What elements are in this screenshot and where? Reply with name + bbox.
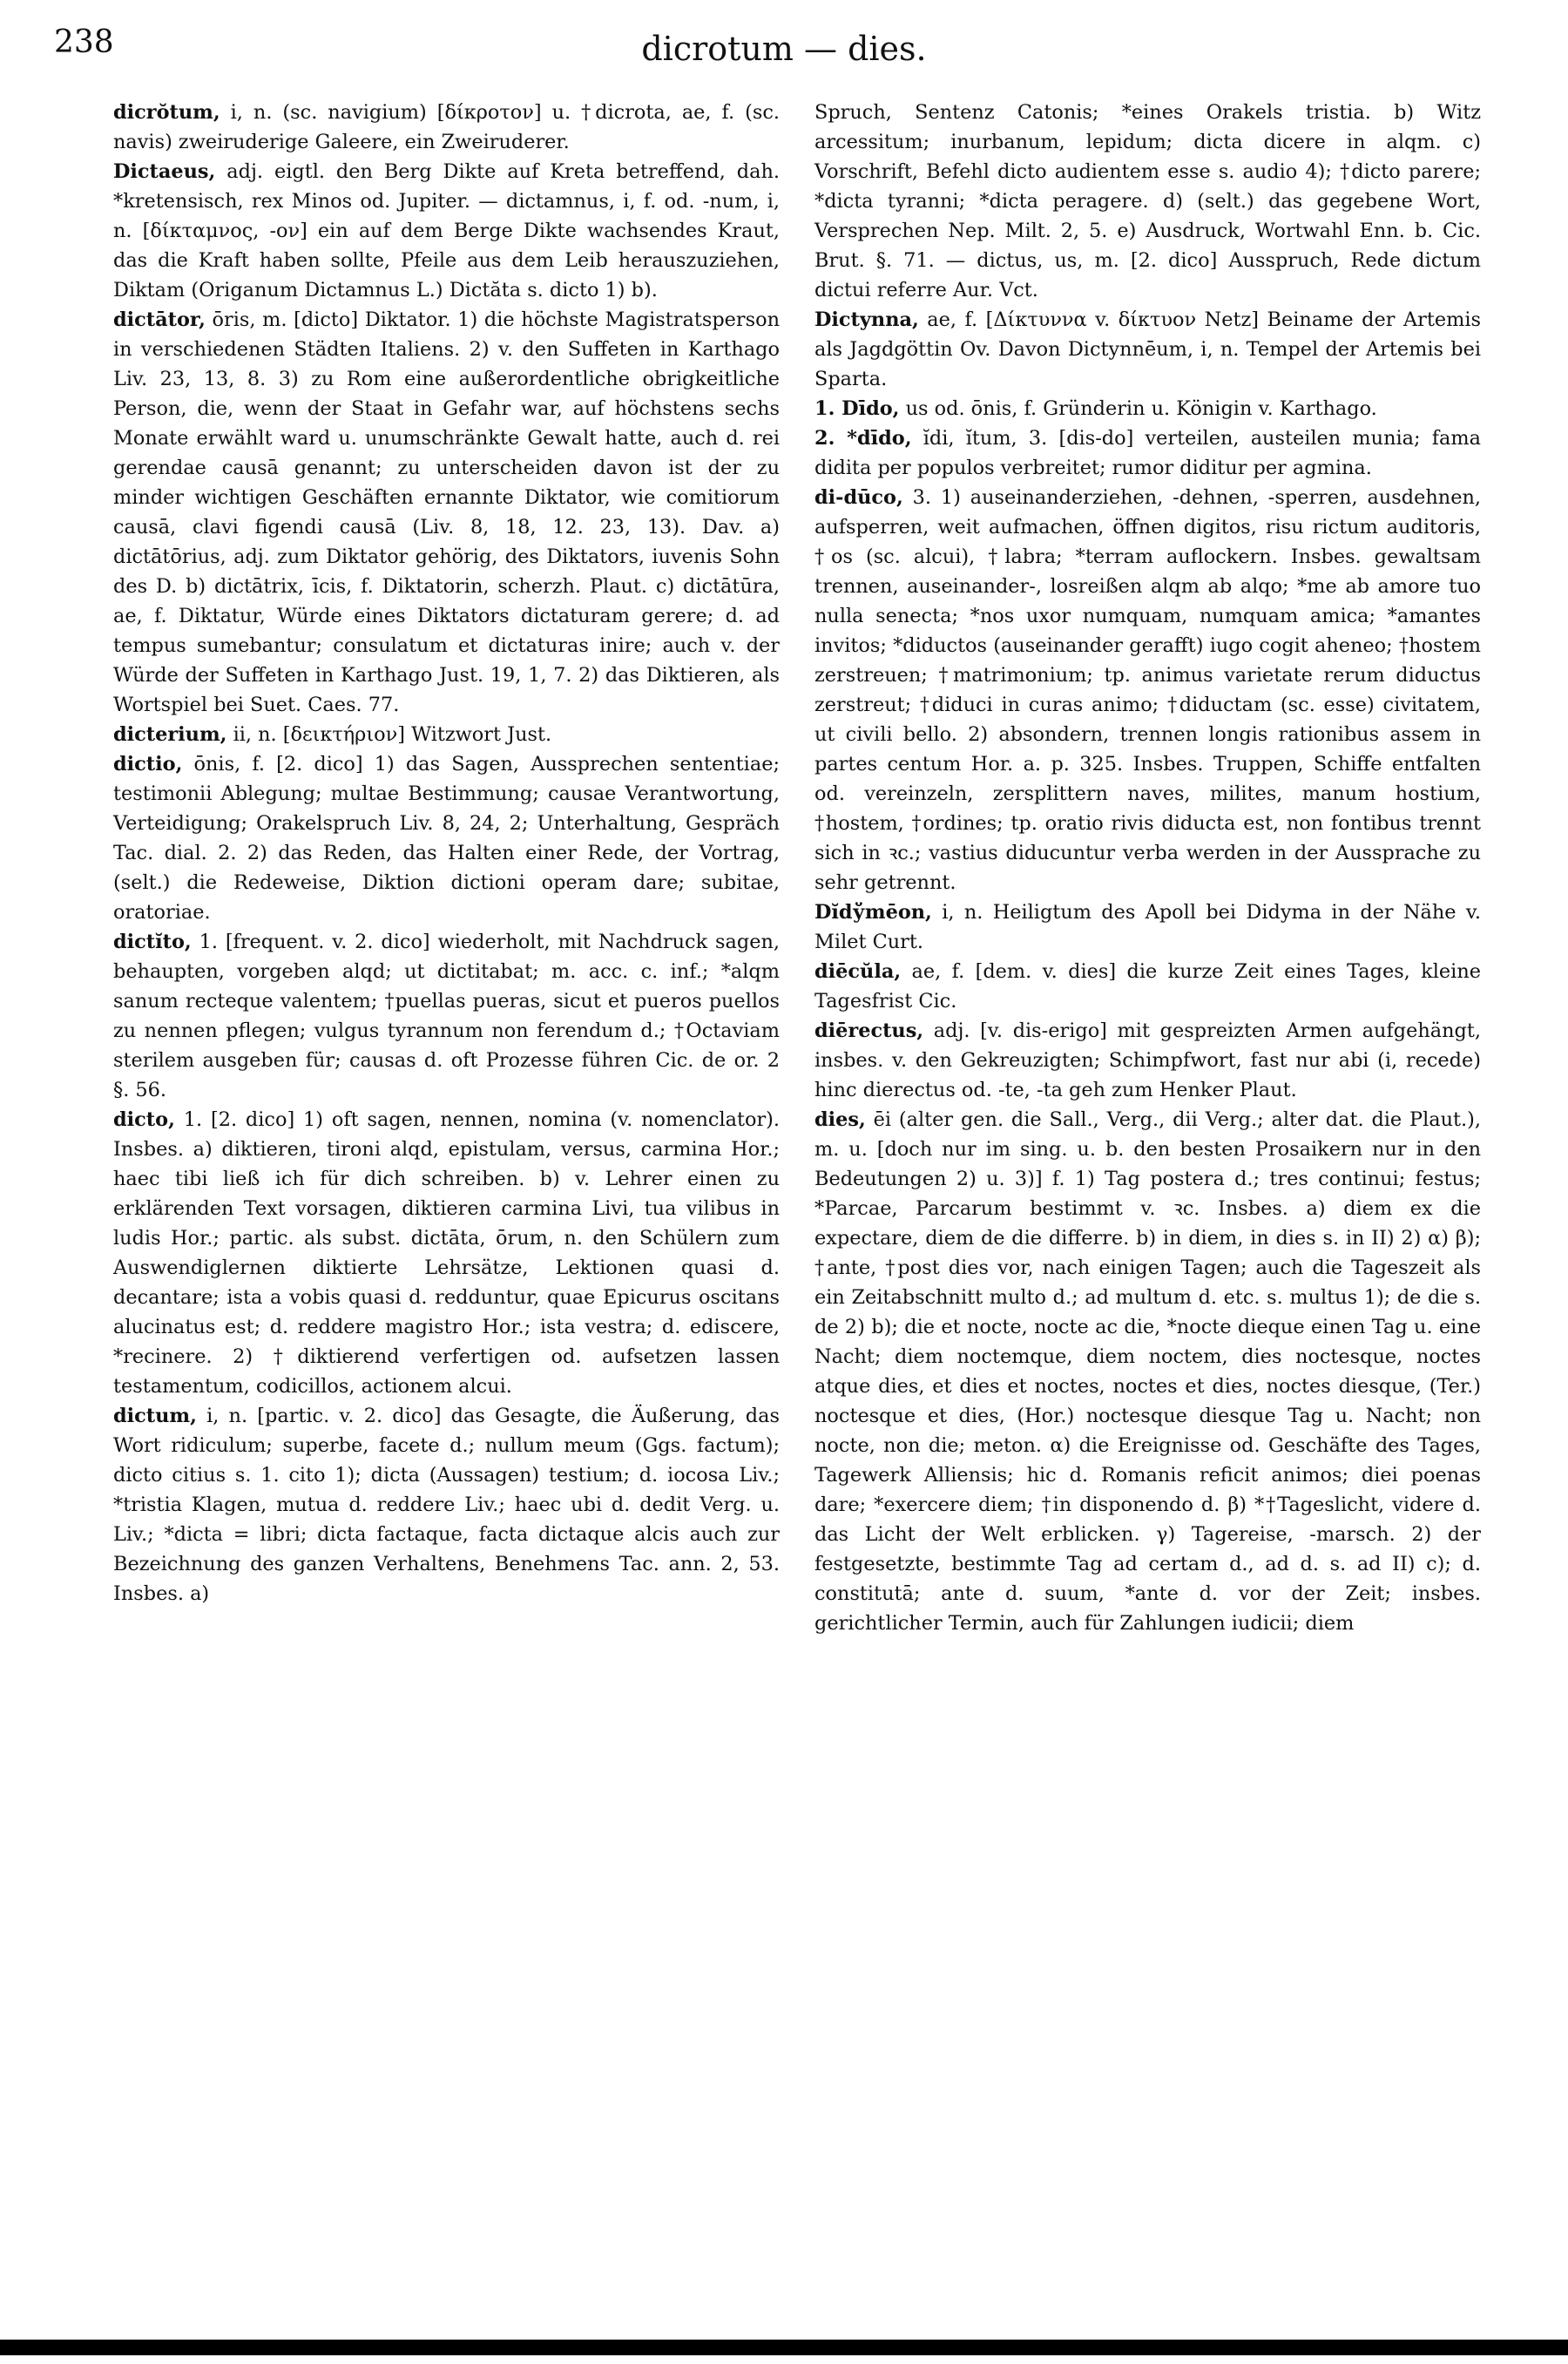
- entry-text: Spruch, Sentenz Catonis; *eines Orakels tristia. b) Witz arcessitum; inurbanum, lepidum; dicta dicere in alqm. c) Vorschrift, Befehl dicto audientem esse s. audio 4); †dicto parere; *dicta tyranni; *dicta peragere. d) (selt.) das gegebene Wort, Versprechen Nep. Milt. 2, 5. e) Ausdruck, Wortwahl Enn. b. Cic. Brut. §. 71. — dictus, us, m. [2. dico] Ausspruch, Rede dictum dictui referre Aur. Vct.: [814, 101, 1481, 301]
- running-head: dicrotum — dies.: [641, 30, 927, 68]
- headword: 2. *dīdo,: [814, 427, 912, 450]
- headword: 1. Dīdo,: [814, 397, 900, 420]
- headword: diērectus,: [814, 1019, 924, 1042]
- entry-dictio: [113, 749, 780, 927]
- entry-dicrotum: [113, 98, 780, 157]
- entry-text: ēi (alter gen. die Sall., Verg., dii Verg.; alter dat. die Plaut.), m. u. [doch nur im sing. u. b. den besten Prosaikern nur in den Bedeutungen 2) u. 3)] f. 1) Tag postera d.; tres continui; festus; *Parcae, Parcarum bestimmt v. ꝛc. Insbes. a) diem ex die expectare, diem de die differre. b) in diem, in dies s. in II) 2) α) β); †ante, †post dies vor, nach einigen Tagen; auch die Tageszeit als ein Zeitabschnitt multo d.; ad multum d. etc. s. multus 1); de die s. de 2) b); die et nocte, nocte ac die, *nocte dieque einen Tag u. eine Nacht; diem noctemque, diem noctem, dies noctesque, noctes atque dies, et dies et noctes, noctes et dies, noctes diesque, (Ter.) noctesque et dies, (Hor.) noctesque diesque Tag u. Nacht; non nocte, non die; meton. α) die Ereignisse od. Geschäfte des Tages, Tagewerk Alliensis; hic d. Romanis reficit animos; diei poenas dare; *exercere diem; †in disponendo d. β) *†Tageslicht, videre d. das Licht der Welt erblicken. γ) Tagereise, -marsch. 2) der festgesetzte, bestimmte Tag ad certam d., ad d. s. ad II) c); d. constitutā; ante d. suum, *ante d. vor der Zeit; insbes. gerichtlicher Termin, auch für Zahlungen iudicii; diem: [814, 1108, 1481, 1635]
- dictionary-columns: [113, 98, 1481, 2328]
- entry-diduco: [814, 483, 1481, 898]
- entry-dido-1: [814, 394, 1481, 423]
- entry-dies: [814, 1105, 1481, 1638]
- entry-text: ĭdi, ĭtum, 3. [dis-do] verteilen, austeilen munia; fama didita per populos verbreitet; rumor diditur per agmina.: [814, 427, 1481, 479]
- entry-text: ae, f. [Δίκτυννα v. δίκτυον Netz] Beiname der Artemis als Jagdgöttin Ov. Davon Dictynnēum, i, n. Tempel der Artemis bei Sparta.: [814, 308, 1481, 390]
- headword: dicto,: [113, 1108, 175, 1131]
- entry-text: adj. [v. dis-erigo] mit gespreizten Armen aufgehängt, insbes. v. den Gekreuzigten; Schimpfwort, fast nur abi (i, recede) hinc dierectus od. -te, -ta geh zum Henker Plaut.: [814, 1019, 1481, 1101]
- headword: dies,: [814, 1108, 866, 1131]
- entry-dicto: [113, 1105, 780, 1401]
- headword: diēcŭla,: [814, 960, 902, 983]
- entry-text: ōris, m. [dicto] Diktator. 1) die höchste Magistratsperson in verschiedenen Städten Italiens. 2) v. den Suffeten in Karthago Liv. 23, 13, 8. 3) zu Rom eine außerordentliche obrigkeitliche Person, die, wenn der Staat in Gefahr war, auf höchstens sechs Monate erwählt ward u. unumschränkte Gewalt hatte, auch d. rei gerendae causā genannt; zu unterscheiden davon ist der zu minder wichtigen Geschäften ernannte Diktator, wie comitiorum causā, clavi figendi causā (Liv. 8, 18, 12. 23, 13). Dav. a) dictātōrius, adj. zum Diktator gehörig, des Diktators, iuvenis Sohn des D. b) dictātrix, īcis, f. Diktatorin, scherzh. Plaut. c) dictātūra, ae, f. Diktatur, Würde eines Diktators dictaturam gerere; d. ad tempus sumebantur; consulatum et dictaturas inire; auch v. der Würde der Suffeten in Karthago Just. 19, 1, 7. 2) das Diktieren, als Wortspiel bei Suet. Caes. 77.: [113, 308, 780, 716]
- entry-text: i, n. [partic. v. 2. dico] das Gesagte, die Äußerung, das Wort ridiculum; superbe, facete d.; nullum meum (Ggs. factum); dicto citius s. 1. cito 1); dicta (Aussagen) testium; d. iocosa Liv.; *tristia Klagen, mutua d. reddere Liv.; haec ubi d. dedit Verg. u. Liv.; *dicta = libri; dicta factaque, facta dictaque alcis auch zur Bezeichnung des ganzen Verhaltens, Benehmens Tac. ann. 2, 53. Insbes. a): [113, 1405, 780, 1605]
- headword: dictum,: [113, 1405, 197, 1427]
- headword: dictātor,: [113, 308, 206, 331]
- page-number: 238: [54, 24, 114, 60]
- entry-diecula: [814, 957, 1481, 1016]
- scan-bottom-edge: [0, 2340, 1568, 2355]
- headword: Dictynna,: [814, 308, 919, 331]
- entry-dictum-continued: [814, 98, 1481, 305]
- entry-dictaeus: [113, 157, 780, 305]
- entry-text: 3. 1) auseinanderziehen, -dehnen, -sperren, ausdehnen, aufsperren, weit aufmachen, öffnen digitos, risu rictum auditoris, †os (sc. alcui), †labra; *terram auflockern. Insbes. gewaltsam trennen, auseinander-, losreißen alqm ab alqo; *me ab amore tuo nulla senecta; *nos uxor numquam, numquam amica; *amantes invitos; *diductos (auseinander gerafft) iugo cogit aheneo; †hostem zerstreuen; †matrimonium; tp. animus varietate rerum diductus zerstreut; †diduci in curas animo; †diductam (sc. esse) civitatem, ut civili bello. 2) absondern, trennen longis rationibus assem in partes centum Hor. a. p. 325. Insbes. Truppen, Schiffe entfalten od. vereinzeln, zersplittern naves, milites, manum hostium, †hostem, †ordines; tp. oratio rivis diducta est, non fontibus trennt sich in ꝛc.; vastius diducuntur verba werden in der Aussprache zu sehr getrennt.: [814, 486, 1481, 894]
- entry-dicterium: [113, 720, 780, 749]
- entry-text: ii, n. [δεικτήριον] Witzwort Just.: [233, 723, 552, 746]
- entry-text: ae, f. [dem. v. dies] die kurze Zeit eines Tages, kleine Tagesfrist Cic.: [814, 960, 1481, 1013]
- entry-text: us od. ōnis, f. Gründerin u. Königin v. Karthago.: [905, 397, 1377, 420]
- entry-text: adj. eigtl. den Berg Dikte auf Kreta betreffend, dah. *kretensisch, rex Minos od. Jupiter. — dictamnus, i, f. od. -num, i, n. [δίκταμνος, -ον] ein auf dem Berge Dikte wachsendes Kraut, das die Kraft haben sollte, Pfeile aus dem Leib herauszuziehen, Diktam (Origanum Dictamnus L.) Dictăta s. dicto 1) b).: [113, 160, 780, 301]
- left-column: [113, 98, 780, 2328]
- headword: dicrŏtum,: [113, 101, 220, 124]
- right-column: [814, 98, 1481, 2328]
- headword: dictio,: [113, 753, 183, 776]
- entry-dido-2: [814, 423, 1481, 483]
- headword: dictĭto,: [113, 931, 192, 953]
- entry-text: ōnis, f. [2. dico] 1) das Sagen, Aussprechen sententiae; testimonii Ablegung; multae Bestimmung; causae Verantwortung, Verteidigung; Orakelspruch Liv. 8, 24, 2; Unterhaltung, Gespräch Tac. dial. 2. 2) das Reden, das Halten einer Rede, der Vortrag, (selt.) die Redeweise, Diktion dictioni operam dare; subitae, oratoriae.: [113, 753, 780, 924]
- entry-text: i, n. (sc. navigium) [δίκροτον] u. †dicrota, ae, f. (sc. navis) zweiruderige Galeere, ein Zweiruderer.: [113, 101, 781, 153]
- entry-dictito: [113, 927, 780, 1105]
- entry-dictator: [113, 305, 780, 720]
- headword: di-dūco,: [814, 486, 903, 509]
- entry-dierectus: [814, 1016, 1481, 1105]
- headword: Dĭdўmēon,: [814, 901, 932, 924]
- entry-text: i, n. Heiligtum des Apoll bei Didyma in der Nähe v. Milet Curt.: [814, 901, 1481, 953]
- entry-text: 1. [frequent. v. 2. dico] wiederholt, mit Nachdruck sagen, behaupten, vorgeben alqd; ut dictitabat; m. acc. c. inf.; *alqm sanum recteque valentem; †puellas pueras, sicut et pueros puellos zu nennen pflegen; vulgus tyrannum non ferendum d.; †Octaviam sterilem ausgeben für; causas d. oft Prozesse führen Cic. de or. 2 §. 56.: [113, 931, 780, 1101]
- headword: Dictaeus,: [113, 160, 216, 183]
- headword: dicterium,: [113, 723, 227, 746]
- entry-dictynna: [814, 305, 1481, 394]
- entry-dictum: [113, 1401, 780, 1609]
- entry-text: 1. [2. dico] 1) oft sagen, nennen, nomina (v. nomenclator). Insbes. a) diktieren, tironi alqd, epistulam, versus, carmina Hor.; haec tibi ließ ich für dich schreiben. b) v. Lehrer einen zu erklärenden Text vorsagen, diktieren carmina Livi, tua vilibus in ludis Hor.; partic. als subst. dictāta, ōrum, n. den Schülern zum Auswendiglernen diktierte Lehrsätze, Lektionen quasi d. decantare; ista a vobis quasi d. redduntur, quae Epicurus oscitans alucinatus est; d. reddere magistro Hor.; ista vestra; d. ediscere, *recinere. 2) †diktierend verfertigen od. aufsetzen lassen testamentum, codicillos, actionem alcui.: [113, 1108, 781, 1398]
- entry-didymeon: [814, 898, 1481, 957]
